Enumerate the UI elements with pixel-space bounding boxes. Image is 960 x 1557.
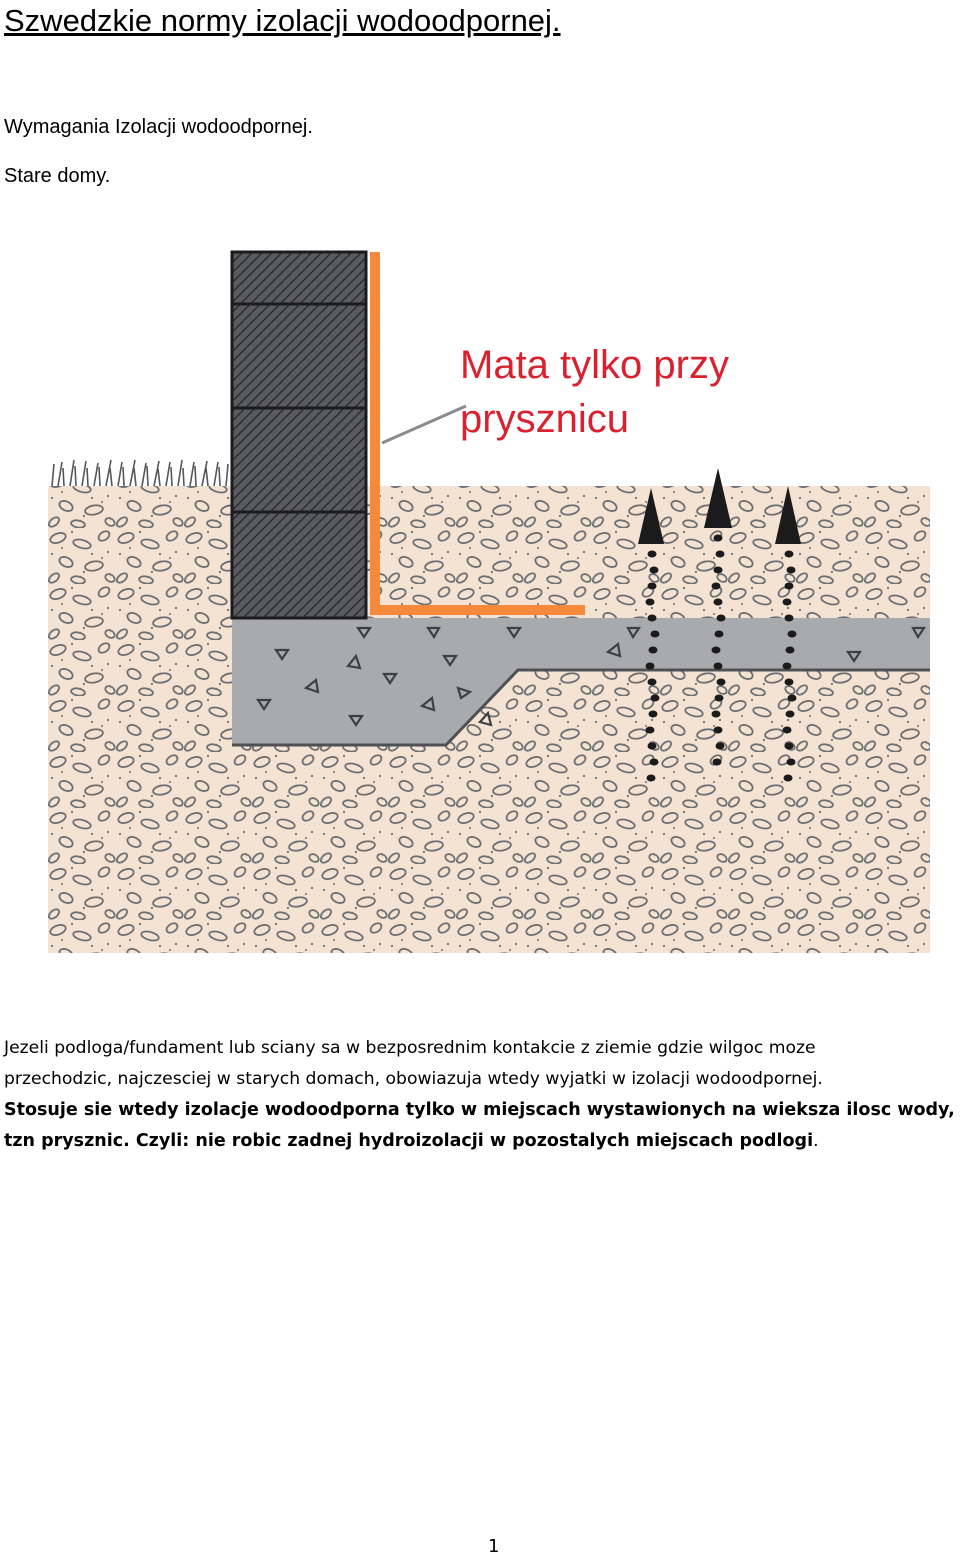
mat-label-line1: Mata tylko przy [460, 343, 729, 387]
page-number: 1 [488, 1536, 500, 1557]
section-heading: Stare domy. [4, 165, 111, 187]
body-line-1: Jezeli podloga/fundament lub sciany sa w bezposrednim kontakcie z ziemie gdzie wilgoc moze [4, 1038, 816, 1058]
document-subtitle: Wymagania Izolacji wodoodpornej. [4, 116, 313, 138]
label-pointer-line [382, 406, 466, 443]
brick-wall [232, 252, 366, 618]
grass [52, 460, 228, 486]
document-title: Szwedzkie normy izolacji wodoodpornej. [4, 3, 561, 38]
body-line-3: Stosuje sie wtedy izolacje wodoodporna tylko w miejscach wystawionych na wieksza ilosc wody, [4, 1100, 955, 1120]
mat-label [460, 343, 729, 441]
body-paragraph [4, 1033, 960, 1157]
body-line-4-end: . [813, 1131, 819, 1151]
mat-label-line2: prysznicu [460, 397, 629, 441]
body-line-4: tzn prysznic. Czyli: nie robic zadnej hydroizolacji w pozostalych miejscach podlogi [4, 1131, 814, 1151]
waterproofing-diagram [48, 248, 930, 953]
body-line-2: przechodzic, najczesciej w starych domach, obowiazuja wtedy wyjatki w izolacji wodoodpornej. [4, 1069, 823, 1089]
